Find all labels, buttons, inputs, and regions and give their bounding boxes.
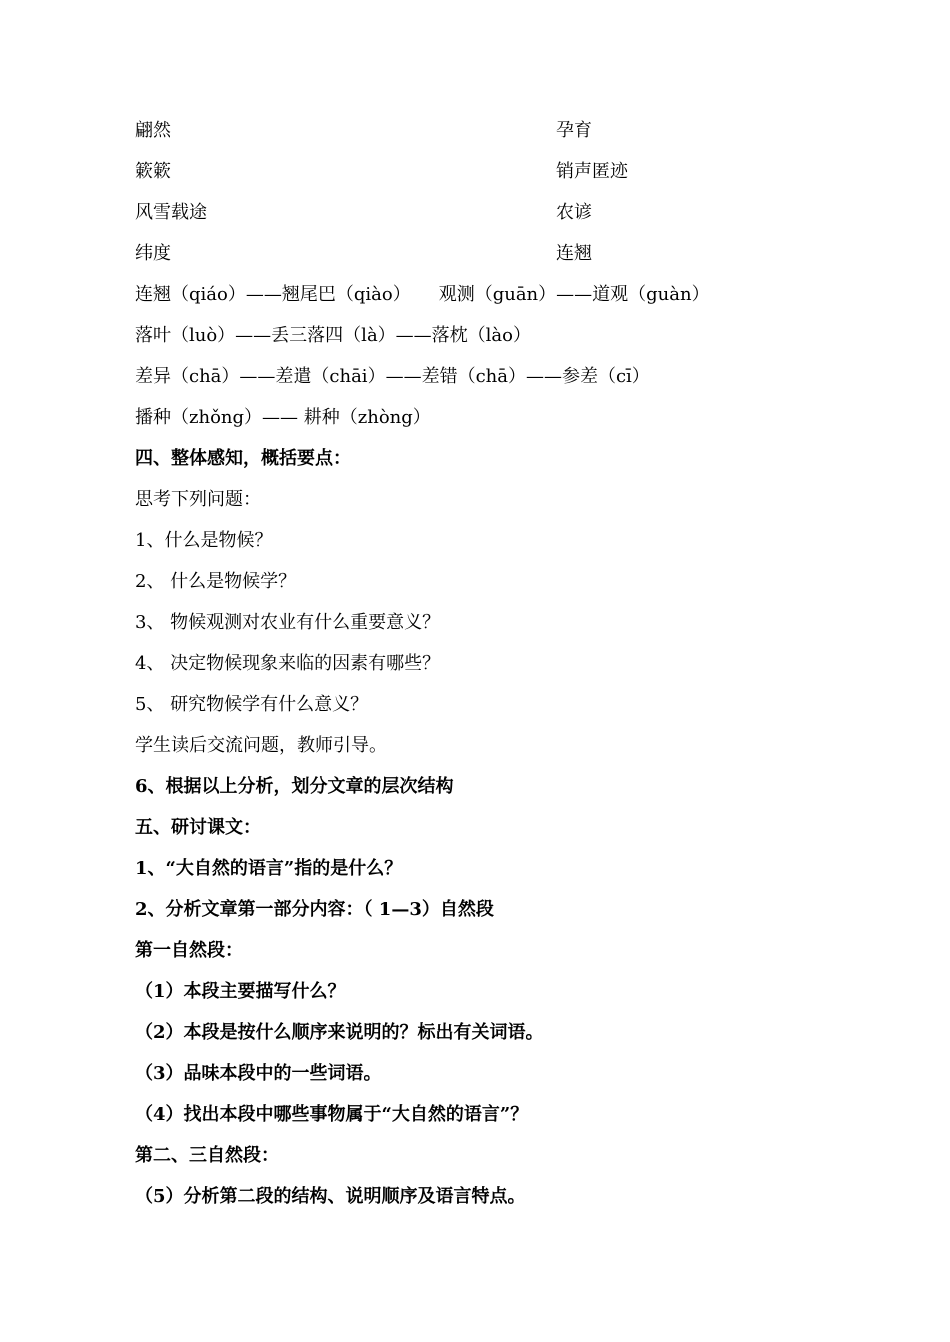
vocab-row — [135, 115, 835, 156]
pronunciation-text: 连翘（qiáo）——翘尾巴（qiào） — [135, 284, 411, 305]
question-item: 2、 什么是物候学？ — [135, 571, 297, 592]
subsection-heading: 第二、三自然段： — [135, 1145, 279, 1166]
question-item: 4、 决定物候现象来临的因素有哪些？ — [135, 653, 441, 674]
vocab-word: 农谚 — [556, 202, 592, 223]
question-item: 5、 研究物候学有什么意义？ — [135, 694, 369, 715]
section-heading: 五、研讨课文： — [135, 817, 261, 838]
pronunciation-text: 差异（chā）——差遣（chāi）——差错（chā）——参差（cī） — [135, 366, 650, 387]
section-heading: 四、整体感知，概括要点： — [135, 448, 351, 469]
pronunciation-row — [135, 361, 835, 402]
vocab-row — [135, 156, 835, 197]
vocab-word: 翩然 — [135, 120, 171, 141]
vocab-word: 簌簌 — [135, 161, 171, 182]
pronunciation-row — [135, 279, 835, 320]
vocab-row — [135, 238, 835, 279]
question-item: 3、 物候观测对农业有什么重要意义？ — [135, 612, 441, 633]
pronunciation-row — [135, 402, 835, 443]
question-item: （3）品味本段中的一些词语。 — [135, 1063, 382, 1084]
question-item: 6、根据以上分析，划分文章的层次结构 — [135, 776, 454, 797]
question-item: 1、“大自然的语言”指的是什么？ — [135, 858, 403, 879]
subsection-heading: 第一自然段： — [135, 940, 243, 961]
question-item: 2、分析文章第一部分内容：（ 1—3）自然段 — [135, 899, 494, 920]
vocab-word: 销声匿迹 — [556, 161, 628, 182]
vocab-word: 连翘 — [556, 243, 592, 264]
pronunciation-text: 播种（zhǒng）—— 耕种（zhòng） — [135, 407, 431, 428]
vocab-row — [135, 197, 835, 238]
vocab-word: 纬度 — [135, 243, 171, 264]
vocab-word: 孕育 — [556, 120, 592, 141]
pronunciation-row — [135, 320, 835, 361]
pronunciation-text: 观测（guān）——道观（guàn） — [438, 284, 710, 305]
question-item: （1）本段主要描写什么？ — [135, 981, 346, 1002]
vocab-word: 风雪载途 — [135, 202, 207, 223]
document-page — [135, 115, 835, 1222]
question-item: （2）本段是按什么顺序来说明的？标出有关词语。 — [135, 1022, 544, 1043]
question-item: 1、什么是物候？ — [135, 530, 273, 551]
teacher-note: 学生读后交流问题，教师引导。 — [135, 735, 387, 756]
question-item: （5）分析第二段的结构、说明顺序及语言特点。 — [135, 1186, 526, 1207]
pronunciation-text: 落叶（luò）——丢三落四（là）——落枕（lào） — [135, 325, 531, 346]
question-item: （4）找出本段中哪些事物属于“大自然的语言”？ — [135, 1104, 529, 1125]
section-intro: 思考下列问题： — [135, 489, 261, 510]
